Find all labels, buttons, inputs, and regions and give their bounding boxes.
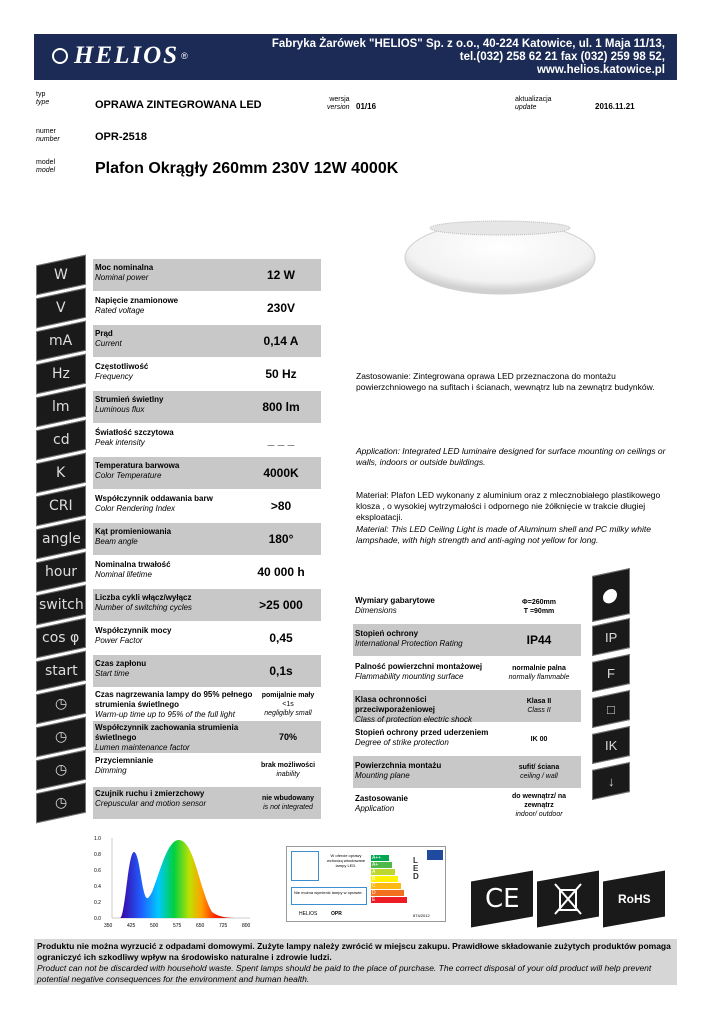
spec-value-en: negligibly small <box>264 709 312 717</box>
right-spec-label <box>355 596 495 616</box>
spec-label <box>95 296 245 316</box>
spec-value: 50 Hz <box>265 367 297 381</box>
spectrum-x-tick: 500 <box>150 923 159 929</box>
spec-label-pl: Czas nagrzewania lampy do 95% pełnego strumienia świetlnego <box>95 690 253 709</box>
right-spec-label <box>355 695 495 725</box>
certification-marks <box>471 876 665 922</box>
spec-row <box>93 457 321 489</box>
spec-label <box>95 527 245 547</box>
right-spec-value-main: sufit/ ściana <box>518 764 560 771</box>
right-spec-row <box>353 624 581 656</box>
energy-class-bar: B <box>371 876 398 882</box>
right-pictogram-icon <box>592 618 630 656</box>
spec-label-en: Color Rendering Index <box>95 504 176 513</box>
spec-value-sub: <1s <box>282 700 294 708</box>
company-info <box>272 38 665 77</box>
spec-value-main: brak możliwości <box>260 762 316 769</box>
spec-label-en: Dimming <box>95 766 127 775</box>
company-address: Fabryka Żarówek "HELIOS" Sp. z o.o., 40-224 Katowice, ul. 1 Maja 11/13, <box>271 38 665 50</box>
right-spec-value <box>497 690 581 722</box>
spectrum-y-axis <box>94 836 101 922</box>
right-spec-label-en: Degree of strike protection <box>355 738 449 747</box>
energy-label <box>286 846 446 922</box>
spectrum-x-tick: 350 <box>104 923 113 929</box>
model-title: Plafon Okrągły 260mm 230V 12W 4000K <box>95 160 399 177</box>
right-spec-value <box>497 789 581 821</box>
right-spec-label-pl: Stopień ochrony przed uderzeniem <box>355 728 489 737</box>
version-value: 01/16 <box>356 102 377 111</box>
energy-class-bar: A <box>371 869 395 875</box>
helios-logo <box>52 42 188 70</box>
spec-row <box>93 721 321 753</box>
material-pl: Materiał: Plafon LED wykonany z aluminium oraz z mlecznobiałego plastikowego klosza , o wysokiej wytrzymałości i odpornego nie żółknięcie w trakcie długiej eksploatacji. <box>356 490 661 522</box>
spec-label-en: Peak intensity <box>95 438 145 447</box>
spectrum-x-tick: 575 <box>173 923 182 929</box>
spec-icon-text: K <box>56 465 66 481</box>
spec-icon-text: start <box>44 663 78 680</box>
rohs-mark-text: RoHS <box>617 892 651 907</box>
spec-value: 4000K <box>263 466 299 480</box>
energy-note-replace: Nie można wymienić lampy w oprawie. <box>291 887 367 905</box>
material-en: Material: This LED Ceiling Light is made of Aluminum shell and PC milky white lampshade, with high strength and anti-aging not yellow for long. <box>356 524 651 545</box>
spec-label <box>95 494 245 514</box>
spec-label <box>95 461 245 481</box>
spec-icon-glyph: ◷ <box>54 729 68 745</box>
spec-label-en: Rated voltage <box>95 306 145 315</box>
spec-label-en: Luminous flux <box>95 405 145 414</box>
number-value: OPR-2518 <box>95 131 147 143</box>
spec-row <box>93 622 321 654</box>
spec-value <box>255 787 321 819</box>
model-label <box>36 159 55 175</box>
spec-value-main: pomijalnie mały <box>261 691 315 699</box>
right-spec-label <box>355 728 495 748</box>
registered-mark: ® <box>181 51 188 61</box>
brand-name: HELIOS <box>74 42 180 69</box>
page-header <box>34 34 677 80</box>
lamp-energy-icon <box>291 851 319 881</box>
spec-label <box>95 690 255 720</box>
spec-label <box>95 560 245 580</box>
spec-label-en: Beam angle <box>95 537 138 546</box>
spec-value: >80 <box>270 499 292 513</box>
energy-class-bar: C <box>371 883 401 889</box>
spec-label-pl: Częstotliwość <box>95 362 149 371</box>
spec-value: 12 W <box>266 268 295 282</box>
right-spec-value-main: IP44 <box>526 632 552 647</box>
spec-label <box>95 659 245 679</box>
number-label-pl: numer <box>36 128 56 135</box>
disposal-notice <box>34 939 677 985</box>
update-label <box>515 96 552 112</box>
model-label-pl: model <box>36 159 56 166</box>
right-spec-value <box>497 723 581 755</box>
type-value: OPRAWA ZINTEGROWANA LED <box>95 99 262 111</box>
spectrum-y-tick: 0.8 <box>94 852 101 858</box>
spec-icon-text: hour <box>44 564 78 581</box>
spec-value: 800 lm <box>262 400 300 414</box>
eu-flag-icon <box>427 850 443 860</box>
spec-icon-text: lm <box>52 399 70 415</box>
spec-value-en: inability <box>276 771 300 778</box>
spec-label-en: Start time <box>95 669 130 678</box>
right-spec-row <box>353 591 581 623</box>
spec-icon-text: V <box>56 300 66 317</box>
spectrum-y-tick: 1.0 <box>94 836 101 842</box>
spec-label <box>95 263 245 283</box>
spec-icon-text: mA <box>49 333 73 349</box>
spec-row <box>93 754 321 786</box>
right-spec-label-en: International Protection Rating <box>355 639 463 648</box>
right-spec-row <box>353 657 581 689</box>
right-spec-label <box>355 794 495 814</box>
spec-icon-text: angle <box>41 531 81 547</box>
right-pictogram-icon <box>592 726 630 764</box>
right-spec-row <box>353 690 581 722</box>
right-spec-value-main: Klasa II <box>526 698 552 705</box>
type-label <box>36 91 49 107</box>
spec-row <box>93 556 321 588</box>
spec-label-pl: Nominalna trwałość <box>95 560 171 569</box>
spec-value: 180° <box>268 532 294 546</box>
right-spec-value-main: normalnie palna <box>512 665 566 672</box>
right-spec-label <box>355 761 495 781</box>
spec-label-en: Nominal power <box>95 273 149 282</box>
spec-row <box>93 358 321 390</box>
spec-value: >25 000 <box>259 598 303 612</box>
spec-value: 230V <box>266 301 296 315</box>
pictogram-text: ↓ <box>607 773 615 789</box>
right-spec-value <box>497 756 581 788</box>
right-spec-value <box>497 624 581 656</box>
right-spec-value-main: Φ=260mm <box>522 599 556 606</box>
spec-row <box>93 391 321 423</box>
disposal-notice-en: Product can not be discarded with household waste. Spent lamps should be paid to the place of purchase. The correct disposal of your old product will help prevent potential negative consequences for the environment and human health. <box>37 963 652 984</box>
right-spec-label-en: Dimensions <box>355 606 397 615</box>
right-pictogram-icon <box>592 654 630 692</box>
version-label <box>327 96 350 112</box>
version-label-pl: wersja <box>329 96 350 103</box>
spec-value-en: is not integrated <box>263 804 313 811</box>
spec-label-pl: Czas zapłonu <box>95 659 147 668</box>
model-label-en: model <box>36 167 56 174</box>
spec-label-en: Current <box>95 339 122 348</box>
right-spec-value-main: IK 00 <box>530 735 548 743</box>
spectrum-curve <box>120 840 240 918</box>
right-pictogram-icon <box>592 690 630 728</box>
spec-icon-glyph: ◷ <box>54 762 68 778</box>
spectrum-x-tick: 800 <box>242 923 251 929</box>
spectrum-x-tick: 725 <box>219 923 228 929</box>
lamp-pictogram-icon <box>592 568 630 622</box>
spec-label-en: Number of switching cycles <box>95 603 192 612</box>
spec-row <box>93 292 321 324</box>
right-spec-value-sub: Class II <box>527 707 551 714</box>
spec-label-en: Warm-up time up to 95% of the full light <box>95 710 235 719</box>
type-label-pl: typ <box>36 91 46 98</box>
right-spec-label-pl: Stopień ochrony <box>355 629 419 638</box>
right-spec-label-pl: Zastosowanie <box>355 794 408 803</box>
energy-regulation: 874/2012 <box>413 913 430 918</box>
spectrum-y-tick: 0.6 <box>94 868 101 874</box>
spec-icon-glyph: ◷ <box>54 795 68 811</box>
spec-value-main: nie wbudowany <box>261 795 315 802</box>
pictogram-text: IK <box>604 737 618 753</box>
spec-label <box>95 362 245 382</box>
spec-label-pl: Przyciemnianie <box>95 756 154 765</box>
product-image <box>400 210 600 300</box>
pictogram-text: □ <box>607 701 615 717</box>
spec-value: 0,1s <box>269 664 293 678</box>
spec-icon-text: switch <box>38 597 84 614</box>
spectrum-chart <box>90 832 260 932</box>
spec-sensor-icon <box>36 783 86 824</box>
spec-row <box>93 787 321 819</box>
spec-label-en: Nominal lifetime <box>95 570 152 579</box>
spec-label <box>95 329 245 349</box>
spec-label <box>95 593 245 613</box>
spec-label-pl: Współczynnik mocy <box>95 626 172 635</box>
right-spec-label-pl: Klasa ochronności przeciwporażeniowej <box>355 695 436 714</box>
energy-note-builtin: W ofercie oprawy wchodzą wbudowane lampy LED. <box>326 853 366 868</box>
ce-mark-icon <box>471 871 533 928</box>
energy-class-bar: A++ <box>371 855 389 861</box>
update-label-pl: aktualizacja <box>515 96 552 103</box>
energy-brand: HELIOS <box>299 911 318 917</box>
spec-label-pl: Temperatura barwowa <box>95 461 180 470</box>
right-spec-value-sub: indoor/ outdoor <box>515 810 563 818</box>
spec-label-pl: Moc nominalna <box>95 263 154 272</box>
spec-value-main: 70% <box>278 731 297 742</box>
pictogram-text: F <box>607 665 615 681</box>
right-spec-row <box>353 723 581 755</box>
spec-icon-text: Hz <box>52 366 70 383</box>
right-spec-row <box>353 789 581 821</box>
spec-row <box>93 259 321 291</box>
right-spec-value-sub: T =90mm <box>523 608 555 615</box>
disposal-notice-pl: Produktu nie można wyrzucić z odpadami domowymi. Zużyte lampy należy zwrócić w miejscu zakupu. Prawidłowe składowanie zużytych produktów pomaga ograniczyć ich szkodliwy wpływ na środowisko naturalne i zdrowie ludzi. <box>37 941 671 962</box>
spec-row <box>93 655 321 687</box>
spectrum-y-tick: 0.4 <box>94 884 101 890</box>
spec-label <box>95 789 255 809</box>
right-spec-value <box>497 657 581 689</box>
spectrum-x-axis <box>104 923 251 929</box>
spec-value: 0,45 <box>269 631 293 645</box>
right-spec-value-sub: normally flammable <box>508 674 570 681</box>
spec-label <box>95 756 255 776</box>
right-spec-row <box>353 756 581 788</box>
right-pictogram-icon <box>592 762 630 800</box>
rohs-mark-icon <box>603 871 665 928</box>
spec-label-pl: Strumień świetlny <box>95 395 164 404</box>
logo-bulb-icon <box>52 48 68 64</box>
spec-label-pl: Współczynnik oddawania barw <box>95 494 213 503</box>
spec-icon-text: CRI <box>49 498 73 515</box>
weee-bin-icon <box>537 871 599 928</box>
spectrum-y-tick: 0.0 <box>94 916 101 922</box>
spectrum-x-tick: 650 <box>196 923 205 929</box>
energy-class-bar: D <box>371 890 404 896</box>
spec-row <box>93 325 321 357</box>
spec-value: _ _ _ <box>267 433 295 447</box>
spec-label-en: Frequency <box>95 372 133 381</box>
spec-label-en: Lumen maintenance factor <box>95 743 190 752</box>
right-spec-label-en: Application <box>355 804 395 813</box>
spec-label <box>95 723 255 753</box>
spec-label-pl: Kąt promieniowania <box>95 527 172 536</box>
spec-icon-text: cd <box>52 432 70 448</box>
spec-icon-text: cos φ <box>42 630 80 646</box>
spec-label-en: Crepuscular and motion sensor <box>95 799 207 808</box>
spec-value <box>255 721 321 753</box>
right-spec-label-pl: Wymiary gabarytowe <box>355 596 435 605</box>
right-spec-label-en: Mounting plane <box>355 771 410 780</box>
spec-row <box>93 688 321 720</box>
number-label <box>36 128 60 144</box>
spec-label-pl: Światłość szczytowa <box>95 428 174 437</box>
spec-value <box>255 754 321 786</box>
ce-mark-text: CE <box>484 884 520 914</box>
spec-label-pl: Prąd <box>95 329 113 338</box>
number-label-en: number <box>36 136 60 143</box>
energy-class-bar: A+ <box>371 862 392 868</box>
update-value: 2016.11.21 <box>595 102 635 111</box>
application-pl: Zastosowanie: Zintegrowana oprawa LED przeznaczona do montażu powierzchniowego na sufitach i ścianach, wewnątrz lub na zewnątrz budynków. <box>356 371 655 392</box>
company-website: www.helios.katowice.pl <box>536 64 665 76</box>
spec-icon-glyph: ◷ <box>54 696 68 712</box>
spec-label <box>95 395 245 415</box>
right-spec-label <box>355 629 495 649</box>
spec-label-pl: Czujnik ruchu i zmierzchowy <box>95 789 205 798</box>
right-spec-label-en: Class of protection electric shock <box>355 715 472 724</box>
spec-row <box>93 589 321 621</box>
type-label-en: type <box>36 99 50 106</box>
right-spec-label-pl: Powierzchnia montażu <box>355 761 442 770</box>
spec-label-en: Power Factor <box>95 636 143 645</box>
company-phone: tel.(032) 258 62 21 fax (032) 259 98 52, <box>459 51 665 63</box>
spec-row <box>93 490 321 522</box>
spec-value: 0,14 A <box>263 334 299 348</box>
spectrum-x-tick: 425 <box>127 923 136 929</box>
update-label-en: update <box>515 104 537 111</box>
spec-row <box>93 424 321 456</box>
energy-class-bar: E <box>371 897 407 903</box>
spec-value <box>255 688 321 720</box>
pictogram-text: IP <box>604 629 618 645</box>
right-spec-label-en: Flammability mounting surface <box>355 672 464 681</box>
spec-label <box>95 428 245 448</box>
right-spec-label-pl: Palność powierzchni montażowej <box>355 662 483 671</box>
application-en: Application: Integrated LED luminaire designed for surface mounting on ceilings or walls, indoors or outside buildings. <box>356 446 666 467</box>
right-spec-label <box>355 662 495 682</box>
energy-led: LED <box>413 856 419 881</box>
spec-label-pl: Napięcie znamionowe <box>95 296 179 305</box>
right-spec-value-main: do wewnątrz/ na zewnątrz <box>511 792 567 809</box>
right-spec-value-sub: ceiling / wall <box>520 773 558 780</box>
energy-model: OPR <box>331 911 342 917</box>
spec-label-pl: Liczba cykli włącz/wyłącz <box>95 593 192 602</box>
version-label-en: version <box>327 104 350 111</box>
spec-label-en: Color Temperature <box>95 471 162 480</box>
spec-label-pl: Współczynnik zachowania strumienia świetlnego <box>95 723 239 742</box>
spectrum-y-tick: 0.2 <box>94 900 101 906</box>
spec-value: 40 000 h <box>257 565 305 579</box>
right-spec-value <box>497 591 581 623</box>
spec-icon-text: W <box>54 267 68 283</box>
spec-label <box>95 626 245 646</box>
spec-row <box>93 523 321 555</box>
